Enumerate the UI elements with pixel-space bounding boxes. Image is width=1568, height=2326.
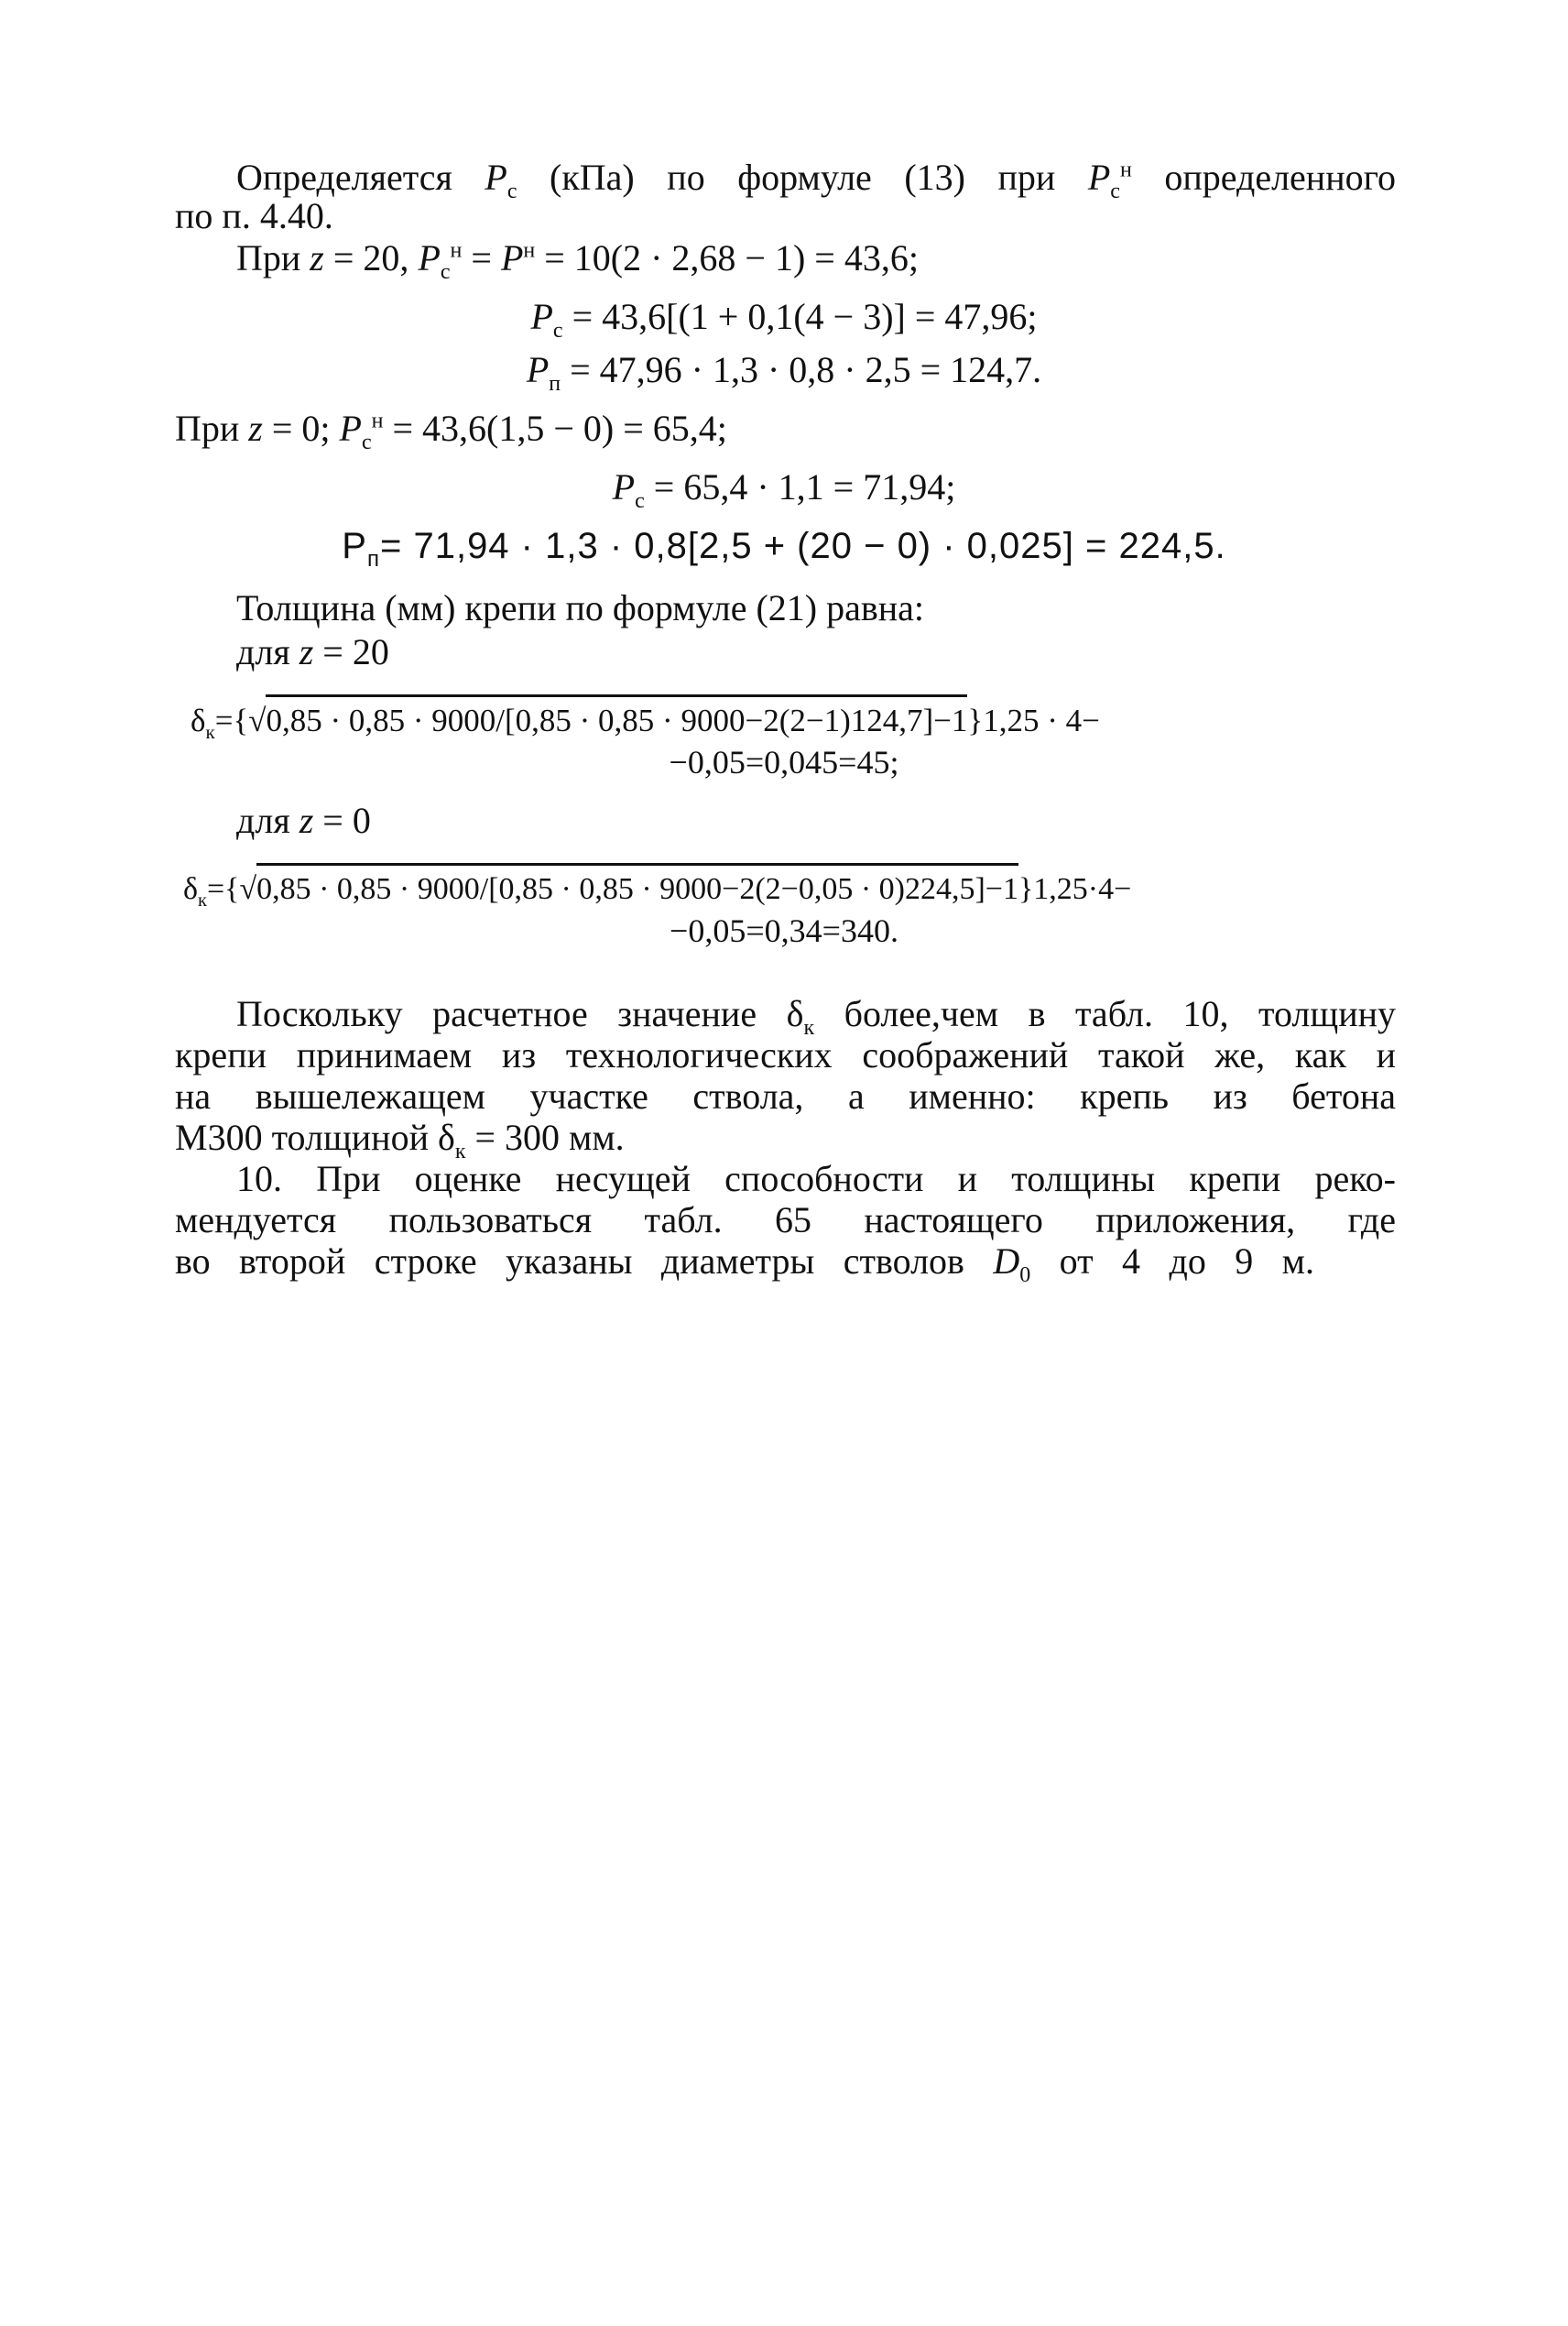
formula-line-8: $P_п= 71,94 \cdot 1,3 \cdot 0,8[2,5 + (20 - 0) \cdot 0,025] = 224,5$. [342,526,1226,572]
formula-line-4: $P_c = 43,6[(1 + 0,1(4 - 3)] = 47,96$; [530,296,1038,343]
formula-line-7: $P_c = 65,4 \cdot 1,1 = 71,94$; [612,466,956,513]
text-line-21: мендуется пользоваться табл. 65 настоящего приложения, где [175,1199,1396,1240]
formula-line-14: $\delta_к=\{√0,85 \cdot 0,85 \cdot 9000/[0,85 \cdot 0,85 \cdot 9000-2(2-0,05 \cdot 0)224,5]-1\}1,25\cdot 4-$ [183,863,1131,912]
formula-line-11: $\delta_к=\{√0,85 \cdot 0,85 \cdot 9000/[0,85 \cdot 0,85 \cdot 9000-2(2-1)124,7]-1\}1,25 \cdot 4-$ [191,694,1100,743]
text-line-20: 10. При оценке несущей способности и толщины крепи реко- [236,1158,1396,1199]
text-line-22: во второй строке указаны диаметры стволов $D_0$ от 4 до 9 м. [175,1240,1314,1287]
text-line-1: Определяется $P_c$ (кПа) по формуле (13) при $P_c^н$ определенного [236,157,1397,203]
text-line-10: для z = 20 [236,631,389,672]
text-line-18: на вышележащем участке ствола, а именно: крепь из бетона [175,1076,1396,1117]
text-line-17: крепи принимаем из технологических соображений такой же, как и [175,1034,1396,1076]
text-line-16: Поскольку расчетное значение $\delta_к$ более,чем в табл. 10, толщину [236,993,1397,1040]
text-line-19: М300 толщиной $\delta_к = 300$ мм. [175,1117,625,1163]
formula-line-12: −0,05=0,045=45; [669,744,899,781]
text-line-2: по п. 4.40. [175,195,333,236]
text-line-13: для z = 0 [236,800,371,841]
text-line-3: При z = 20, $P_c^н = P^н = 10(2 \cdot 2,68 - 1) = 43,6$; [236,237,919,284]
formula-line-15: −0,05=0,34=340. [670,912,898,949]
text-line-6: При z = 0; $P_c^н = 43,6(1,5 - 0) = 65,4$; [175,408,727,454]
text-line-9: Толщина (мм) крепи по формуле (21) равна: [236,587,925,628]
formula-line-5: $P_п = 47,96 \cdot 1,3 \cdot 0,8 \cdot 2,5 = 124,7$. [526,349,1042,396]
